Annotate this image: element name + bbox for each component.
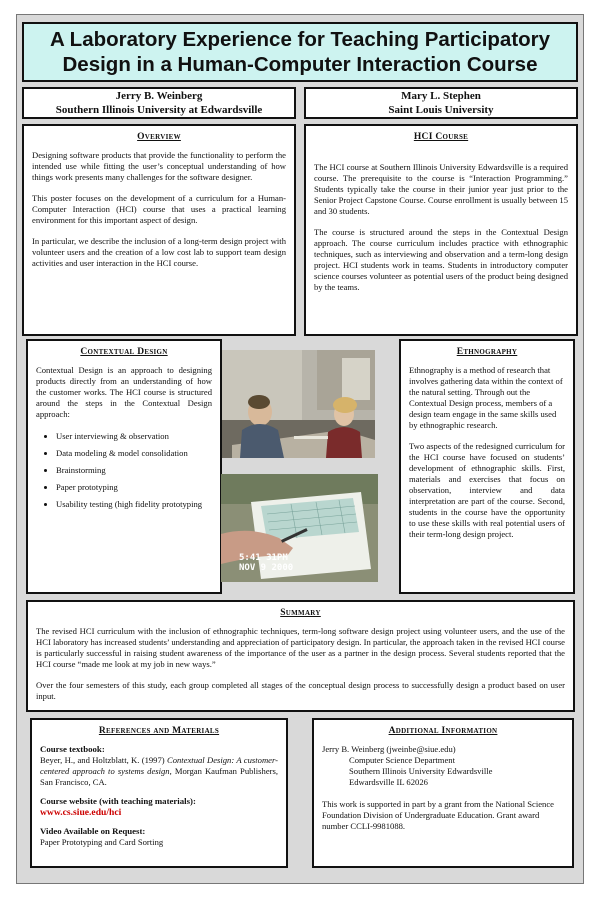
photo-paper-prototyping: [221, 474, 378, 582]
grant-text: This work is supported in part by a grant from the National Science Foundation Division of Undergraduate Education. Grant award number CCLI-9981088.: [322, 799, 554, 831]
hci-course-section: [304, 124, 578, 336]
course-website-link[interactable]: www.cs.siue.edu/hci: [40, 807, 122, 818]
paragraph: The HCI course at Southern Illinois University Edwardsville is a required course. The prerequisite to the course is “Interaction Programming.” Students typically take the course in their junior year just prior to the Senior Project Capstone Course. Course enrollment is usually between 15 and 30 students.: [314, 162, 568, 216]
paragraph: Designing software products that provide the functionality to perform the intended use while fitting the user’s conceptual understanding of how things work presents many challenges for the software designer.: [32, 150, 286, 182]
photo-students-interview: [222, 350, 375, 458]
contextual-design-section: [26, 339, 222, 594]
paragraph: The course is structured around the steps in the Contextual Design approach. The course curriculum includes practice with ethnographic techniques, such as interviewing and observation and a term-long design project. HCI students work in teams. Students in introductory computer science courses volunteer as potential users of the product being designed by the teams.: [314, 227, 568, 292]
contact-department: Computer Science Department: [349, 755, 455, 765]
design-steps-list: [36, 428, 212, 513]
contact-city: Edwardsville IL 62026: [349, 777, 428, 787]
contact-university: Southern Illinois University Edwardsville: [349, 766, 493, 776]
video-text: Paper Prototyping and Card Sorting: [40, 837, 164, 847]
author-card-stephen: [304, 87, 578, 119]
summary-section: [26, 600, 575, 712]
website-label: Course website (with teaching materials):: [40, 796, 196, 806]
textbook-citation: Beyer, H., and Holtzblatt, K. (1997) Contextual Design: A customer-centered approach to systems design, Morgan Kaufman Publishers, San Francisco, CA.: [40, 755, 278, 787]
author-card-weinberg: [22, 87, 296, 119]
paragraph: Two aspects of the redesigned curriculum for the HCI course have focused on students’ development of ethnographic skills. First, materials and exercises that focus on observation, interview and data interpretation are part of the course. Second, students in the course have the opportunity to use these skills with real potential users of their term-long design project.: [409, 441, 565, 539]
section-heading: Ethnography: [456, 347, 518, 357]
author-affiliation: Southern Illinois University at Edwardsville: [55, 104, 263, 116]
list-item: • Data modeling & model consolidation: [56, 445, 212, 462]
title-line-2: Design in a Human-Computer Interaction Course: [62, 53, 538, 76]
author-name: Jerry B. Weinberg: [115, 90, 203, 102]
author-affiliation: Saint Louis University: [388, 104, 494, 116]
ethnography-section: [399, 339, 575, 594]
paragraph: In particular, we describe the inclusion of a long-term design project with volunteer users and the creation of a low cost lab to support team design activities and user interaction in the HCI course.: [32, 236, 286, 268]
list-item: • Usability testing (high fidelity prototyping: [56, 496, 212, 513]
additional-info-section: [312, 718, 574, 868]
video-label: Video Available on Request:: [40, 826, 146, 836]
paragraph: The revised HCI curriculum with the inclusion of ethnographic techniques, term-long software design project using volunteer users, and the use of the HCI laboratory has increased students’ understanding and appreciation of participatory design. In particular, the approach taken in the revised HCI course is particularly successful in raising student awareness of the importance of the user as a partner in the design process. Several students reported that the HCI course “made me look at my job in new ways.”: [36, 626, 565, 669]
references-section: [30, 718, 288, 868]
list-item: • User interviewing & observation: [56, 428, 212, 445]
author-name: Mary L. Stephen: [401, 90, 481, 102]
textbook-label: Course textbook:: [40, 744, 105, 754]
paragraph: Contextual Design is an approach to designing products directly from an understanding of how the customer works. The HCI course is structured around the steps in the Contextual Design approach:: [36, 365, 212, 419]
title-line-1: A Laboratory Experience for Teaching Participatory: [49, 28, 551, 51]
overview-section: [22, 124, 296, 336]
paragraph: Ethnography is a method of research that involves gathering data within the context of the natural setting. Through out the Contextual Design process, members of a design team engage in the same skills used by ethnographic research.: [409, 365, 563, 430]
section-heading: References and Materials: [98, 726, 220, 736]
poster-title: [22, 22, 578, 82]
section-heading: HCI Course: [413, 132, 469, 142]
paragraph: This poster focuses on the development of a curriculum for a Human-Computer Interaction (HCI) course that uses a practical learning environment for this important aspect of design.: [32, 193, 286, 225]
contact-name-email: Jerry B. Weinberg (jweinbe@siue.edu): [322, 744, 456, 754]
section-heading: Summary: [280, 608, 321, 618]
section-heading: Contextual Design: [80, 347, 168, 357]
section-heading: Additional Information: [388, 726, 498, 736]
list-item: • Brainstorming: [56, 462, 212, 479]
photo-students-drawing: [222, 350, 375, 458]
section-heading: Overview: [137, 132, 181, 142]
paragraph: Over the four semesters of this study, each group completed all stages of the conceptual design process to successfully design a product based on user input.: [36, 680, 565, 701]
list-item: • Paper prototyping: [56, 479, 212, 496]
photo-timestamp: 5:41 31PM NOV 9 2000: [239, 553, 294, 573]
